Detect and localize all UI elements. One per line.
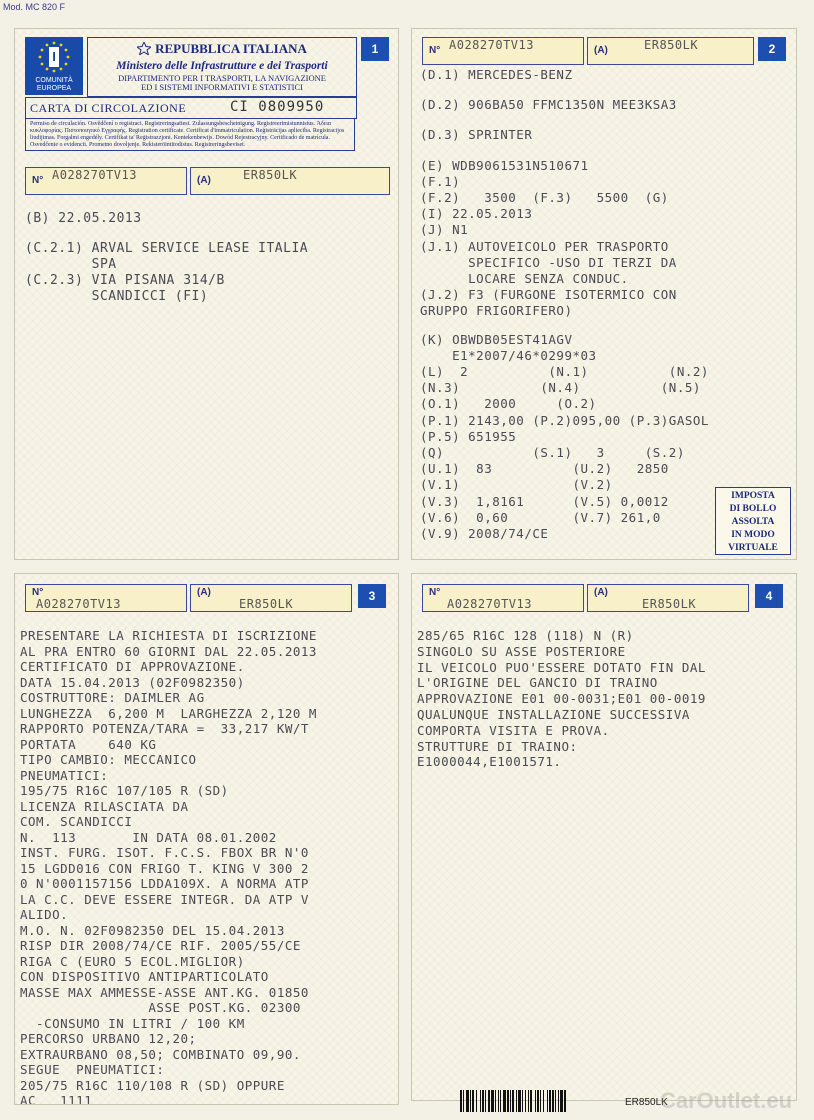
field-line: (P.5) 651955 bbox=[420, 428, 517, 444]
document-number-box bbox=[422, 584, 584, 612]
carta-row bbox=[25, 97, 357, 119]
field-line: (Q) (S.1) 3 (S.2) bbox=[420, 445, 685, 460]
plate-number: ER850LK bbox=[644, 38, 699, 52]
document-number-box bbox=[25, 584, 187, 612]
a-label: (A) bbox=[594, 587, 608, 598]
stamp-line-5: VIRTUALE bbox=[728, 543, 778, 553]
panel-number: 3 bbox=[358, 584, 386, 608]
ministry-name: Ministero delle Infrastrutture e dei Trasporti bbox=[116, 60, 328, 72]
department bbox=[88, 74, 356, 92]
field-line: (P.1) 2143,00 (P.2)095,00 (P.3)GASOL bbox=[420, 412, 709, 428]
field-line: PRESENTARE LA RICHIESTA DI ISCRIZIONE bbox=[20, 628, 317, 643]
panel-4 bbox=[411, 573, 797, 1101]
stamp-line-2: DI BOLLO bbox=[729, 504, 777, 514]
a-label: (A) bbox=[197, 175, 211, 186]
field-line: E1000044,E1001571. bbox=[417, 754, 562, 770]
field-line: (V.6) 0,60 (V.7) 261,0 bbox=[420, 509, 661, 525]
field-line: (D.3) SPRINTER bbox=[420, 127, 533, 143]
field-line: M.O. N. 02F0982350 DEL 15.04.2013 bbox=[20, 922, 285, 938]
field-line: INST. FURG. ISOT. F.C.S. FBOX BR N'0 bbox=[20, 845, 309, 860]
field-line: SCANDICCI (FI) bbox=[25, 289, 209, 304]
department-line-1: DIPARTIMENTO PER I TRASPORTI, LA NAVIGAZIONE bbox=[118, 73, 326, 83]
barcode-bar bbox=[518, 1090, 521, 1112]
eu-caption: COMUNITÀ EUROPEA bbox=[35, 77, 73, 92]
field-line: (E) WDB9061531N510671 bbox=[420, 157, 589, 173]
barcode-bar bbox=[480, 1090, 481, 1112]
panel-3 bbox=[14, 573, 399, 1105]
plate-box bbox=[587, 584, 749, 612]
panel-1 bbox=[14, 28, 399, 560]
barcode-bar bbox=[540, 1090, 541, 1112]
field-line: 285/65 R16C 128 (118) N (R) bbox=[417, 628, 634, 643]
barcode-bar bbox=[476, 1090, 477, 1112]
barcode-bar bbox=[564, 1090, 566, 1112]
field-line: COMPORTA VISITA E PROVA. bbox=[417, 722, 610, 738]
panel-2 bbox=[411, 28, 797, 560]
field-line: (B) 22.05.2013 bbox=[25, 211, 142, 226]
carta-label: CARTA DI CIRCOLAZIONE bbox=[30, 101, 187, 115]
field-line: (L) 2 (N.1) (N.2) bbox=[420, 364, 709, 379]
plate-box bbox=[587, 37, 754, 65]
panel-number: 1 bbox=[361, 37, 389, 61]
barcode-bar bbox=[510, 1090, 511, 1112]
republic-text: REPUBBLICA ITALIANA bbox=[155, 41, 307, 56]
field-line: (O.1) 2000 (O.2) bbox=[420, 396, 597, 412]
plate-number: ER850LK bbox=[243, 168, 298, 182]
a-label: (A) bbox=[594, 45, 608, 56]
barcode-bar bbox=[460, 1090, 462, 1112]
no-label: N° bbox=[32, 175, 44, 186]
field-line: (I) 22.05.2013 bbox=[420, 206, 533, 222]
field-line: IL VEICOLO PUO'ESSERE DOTATO FIN DAL bbox=[417, 659, 706, 675]
plate-box bbox=[190, 584, 352, 612]
barcode-bar bbox=[530, 1090, 532, 1112]
field-line: PNEUMATICI: bbox=[20, 767, 109, 783]
barcode-bar bbox=[549, 1090, 551, 1112]
field-line: GRUPPO FRIGORIFERO) bbox=[420, 303, 573, 319]
panel-number: 2 bbox=[758, 37, 786, 61]
barcode-bar bbox=[503, 1090, 506, 1112]
field-line: (V.9) 2008/74/CE bbox=[420, 526, 549, 541]
document-number-box bbox=[422, 37, 584, 65]
barcode-bar bbox=[552, 1090, 554, 1112]
stamp-duty-box bbox=[715, 487, 791, 555]
field-line: TIPO CAMBIO: MECCANICO bbox=[20, 752, 197, 767]
field-line: DATA 15.04.2013 (02F0982350) bbox=[20, 674, 245, 690]
barcode-bar bbox=[500, 1090, 501, 1112]
field-line: 0 N'0001157156 LDDA109X. A NORMA ATP bbox=[20, 876, 309, 891]
barcode-bar bbox=[507, 1090, 509, 1112]
barcode-bar bbox=[472, 1090, 474, 1112]
stamp-line-1: IMPOSTA bbox=[731, 491, 775, 501]
document-number: A028270TV13 bbox=[447, 597, 532, 611]
field-line: (C.2.1) ARVAL SERVICE LEASE ITALIA bbox=[25, 241, 309, 256]
barcode-bar bbox=[498, 1090, 499, 1112]
field-line: 15 LGDD016 CON FRIGO T. KING V 300 2 bbox=[20, 860, 309, 876]
field-line: ASSE POST.KG. 02300 bbox=[20, 1000, 301, 1015]
barcode-bar bbox=[488, 1090, 490, 1112]
field-line: (K) OBWDB05EST41AGV bbox=[420, 331, 573, 347]
field-line: N. 113 IN DATA 08.01.2002 bbox=[20, 829, 277, 845]
barcode-bar bbox=[485, 1090, 486, 1112]
barcode-bar bbox=[535, 1090, 536, 1112]
plate-box bbox=[190, 167, 390, 195]
field-line: STRUTTURE DI TRAINO: bbox=[417, 738, 578, 754]
field-line: -CONSUMO IN LITRI / 100 KM bbox=[20, 1015, 245, 1031]
barcode-bar bbox=[558, 1090, 559, 1112]
barcode-bar bbox=[482, 1090, 484, 1112]
field-line: PERCORSO URBANO 12,20; bbox=[20, 1031, 197, 1046]
field-line: AC 1111 bbox=[20, 1093, 93, 1105]
form-code: Mod. MC 820 F bbox=[3, 2, 66, 12]
field-line: (D.1) MERCEDES-BENZ bbox=[420, 67, 573, 82]
ministry-header bbox=[87, 37, 357, 97]
field-line: RISP DIR 2008/74/CE RIF. 2005/55/CE bbox=[20, 938, 301, 953]
field-line: (J) N1 bbox=[420, 222, 469, 238]
field-line: LA C.C. DEVE ESSERE INTEGR. DA ATP V bbox=[20, 891, 309, 907]
barcode-bar bbox=[491, 1090, 494, 1112]
no-label: N° bbox=[429, 45, 441, 56]
field-line: (V.3) 1,8161 (V.5) 0,0012 bbox=[420, 493, 669, 509]
barcode-bar bbox=[495, 1090, 496, 1112]
field-line: (V.1) (V.2) bbox=[420, 477, 613, 493]
barcode-bar bbox=[555, 1090, 556, 1112]
country-letter: I bbox=[49, 47, 59, 67]
document-number: A028270TV13 bbox=[36, 597, 121, 611]
field-line: ALIDO. bbox=[20, 907, 69, 922]
barcode-label: ER850LK bbox=[625, 1097, 668, 1108]
plate-number: ER850LK bbox=[642, 597, 697, 611]
field-line: CON DISPOSITIVO ANTIPARTICOLATO bbox=[20, 969, 269, 984]
field-line: L'ORIGINE DEL GANCIO DI TRAINO bbox=[417, 675, 658, 691]
carta-number: CI 0809950 bbox=[230, 99, 325, 115]
barcode-bar bbox=[512, 1090, 514, 1112]
field-line: (C.2.3) VIA PISANA 314/B bbox=[25, 273, 225, 288]
document-number-box bbox=[25, 167, 187, 195]
field-line: COM. SCANDICCI bbox=[20, 814, 133, 829]
barcode-bar bbox=[522, 1090, 523, 1112]
no-label: N° bbox=[32, 587, 44, 598]
field-line: COSTRUTTORE: DAIMLER AG bbox=[20, 690, 205, 705]
field-line: 195/75 R16C 107/105 R (SD) bbox=[20, 783, 229, 798]
document-number: A028270TV13 bbox=[52, 168, 137, 182]
eu-emblem bbox=[25, 37, 83, 95]
republic-title bbox=[88, 41, 356, 57]
barcode-icon bbox=[460, 1090, 620, 1112]
field-line: RIGA C (EURO 5 ECOL.MIGLIOR) bbox=[20, 953, 245, 969]
barcode-bar bbox=[470, 1090, 471, 1112]
republic-emblem-icon bbox=[137, 42, 151, 55]
field-line: MASSE MAX AMMESSE-ASSE ANT.KG. 01850 bbox=[20, 984, 309, 1000]
field-line: 205/75 R16C 110/108 R (SD) OPPURE bbox=[20, 1077, 285, 1093]
field-line: SINGOLO SU ASSE POSTERIORE bbox=[417, 643, 626, 659]
field-line: AL PRA ENTRO 60 GIORNI DAL 22.05.2013 bbox=[20, 643, 317, 659]
field-line: (D.2) 906BA50 FFMC1350N MEE3KSA3 bbox=[420, 97, 677, 113]
field-line: (J.1) AUTOVEICOLO PER TRASPORTO bbox=[420, 238, 669, 254]
field-line: (F.1) bbox=[420, 173, 461, 189]
field-line: RAPPORTO POTENZA/TARA = 33,217 KW/T bbox=[20, 721, 309, 736]
a-label: (A) bbox=[197, 587, 211, 598]
barcode-bar bbox=[528, 1090, 529, 1112]
stamp-line-3: ASSOLTA bbox=[731, 517, 775, 527]
barcode-bar bbox=[560, 1090, 563, 1112]
field-line: (F.2) 3500 (F.3) 5500 (G) bbox=[420, 190, 669, 205]
field-line: LICENZA RILASCIATA DA bbox=[20, 798, 189, 814]
field-line: (N.3) (N.4) (N.5) bbox=[420, 380, 701, 396]
no-label: N° bbox=[429, 587, 441, 598]
field-line: CERTIFICATO DI APPROVAZIONE. bbox=[20, 659, 245, 674]
barcode-bar bbox=[525, 1090, 526, 1112]
department-line-2: ED I SISTEMI INFORMATIVI E STATISTICI bbox=[141, 82, 303, 92]
barcode-bar bbox=[463, 1090, 464, 1112]
field-line: SPA bbox=[25, 257, 117, 272]
barcode-bar bbox=[543, 1090, 544, 1112]
field-line: (J.2) F3 (FURGONE ISOTERMICO CON bbox=[420, 287, 677, 303]
document-number: A028270TV13 bbox=[449, 38, 534, 52]
field-line: EXTRAURBANO 08,50; COMBINATO 09,90. bbox=[20, 1046, 301, 1062]
watermark: CarOutlet.eu bbox=[660, 1088, 793, 1113]
barcode-bar bbox=[516, 1090, 517, 1112]
field-line: LUNGHEZZA 6,200 M LARGHEZZA 2,120 M bbox=[20, 705, 317, 721]
field-line: PORTATA 640 KG bbox=[20, 736, 157, 752]
panel-number: 4 bbox=[755, 584, 783, 608]
multilingual-title: Permiso de circulación. Osvědčení o registraci. Registreringsattest. Zulassungsbescheinigung. Registreerimistunnistus. Άδεια κυκλοφορίας. Πιστοποιητικό Εγγραφής. Registration certificate. Certificat d'immatriculation. Reģistrācijas apliecība. Registracijos liudijimas. Forgalmi engedély. Ċertifikat ta' Reġistrazzjoni. Kentekenbewijs. Dowód Rejestracyjny. Certificado de matrícula. Osvedčenie o evidencii. Prometno dovoljenje. Rekisteröintitodistus. Registreringsbeviset. bbox=[25, 119, 355, 151]
field-line: E1*2007/46*0299*03 bbox=[420, 347, 597, 363]
field-line: APPROVAZIONE E01 00-0031;E01 00-0019 bbox=[417, 691, 706, 707]
field-line: SEGUE PNEUMATICI: bbox=[20, 1062, 165, 1077]
barcode-bar bbox=[537, 1090, 539, 1112]
field-line: (U.1) 83 (U.2) 2850 bbox=[420, 461, 669, 477]
barcode-bar bbox=[466, 1090, 469, 1112]
plate-number: ER850LK bbox=[239, 597, 294, 611]
field-line: LOCARE SENZA CONDUC. bbox=[420, 271, 629, 286]
stamp-line-4: IN MODO bbox=[731, 530, 775, 540]
field-line: SPECIFICO -USO DI TERZI DA bbox=[420, 254, 677, 270]
field-line: QUALUNQUE INSTALLAZIONE SUCCESSIVA bbox=[417, 707, 690, 722]
barcode-bar bbox=[547, 1090, 548, 1112]
